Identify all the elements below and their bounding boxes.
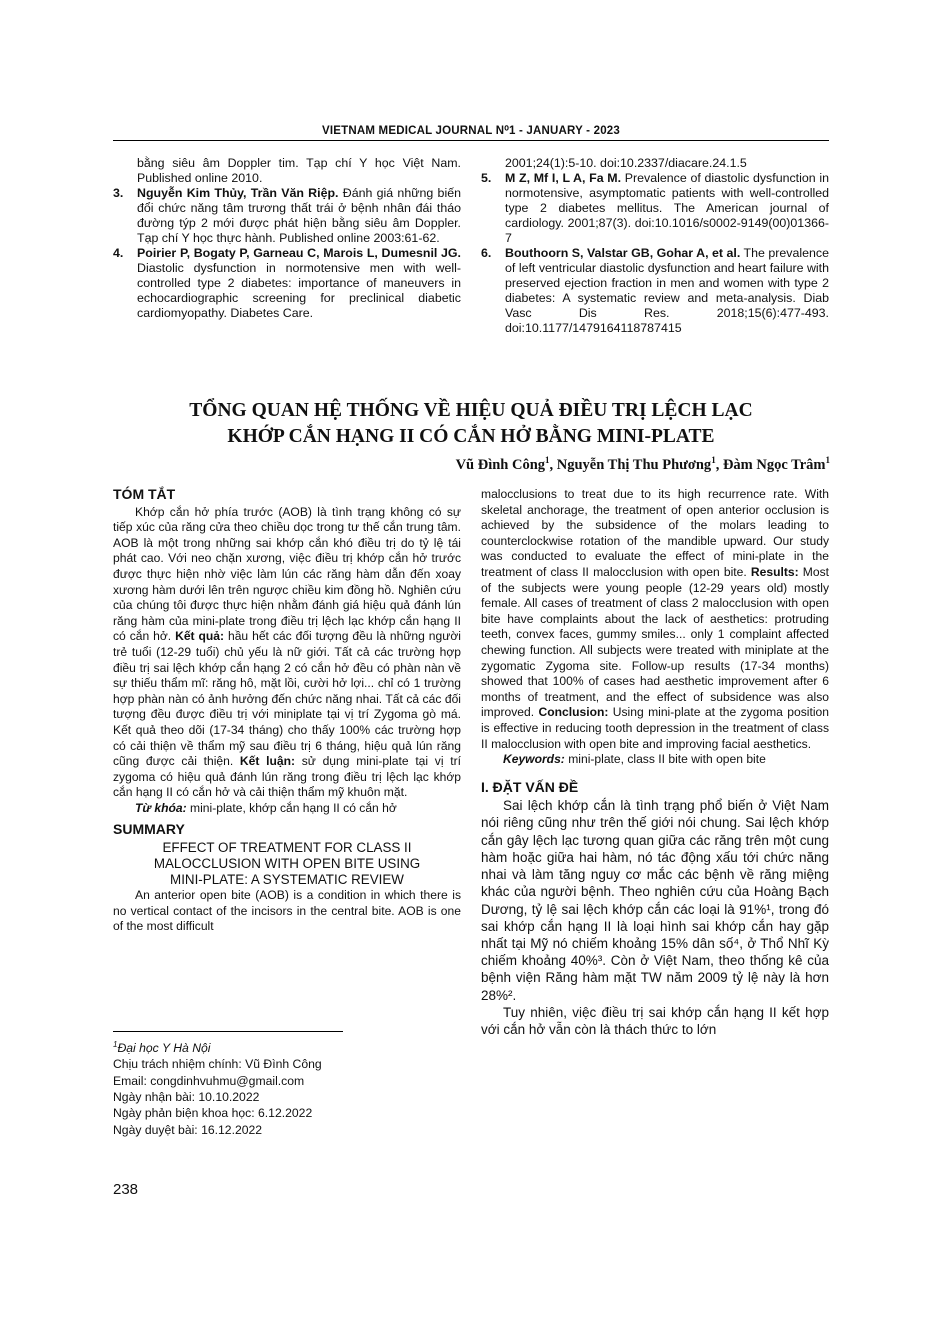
section-heading: I. ĐẶT VẤN ĐỀ: [481, 778, 579, 795]
reference-authors: Bouthoorn S, Valstar GB, Gohar A, et al.: [505, 246, 741, 260]
reference-item: [113, 186, 461, 246]
author-name: Nguyễn Thị Thu Phương: [556, 456, 712, 473]
received-date: Ngày nhận bài: 10.10.2022: [113, 1089, 260, 1104]
conclusion-text: sử dụng mini-plate tại vị trí zygoma có hiệu quả đánh lún răng trong điều trị lệch lạc khớp cắn hạng II có cắn hở và cải thiện thẩm mỹ khuôn mặt.: [113, 754, 461, 800]
intro-body: [481, 797, 829, 1038]
summary-paragraph: An anterior open bite (AOB) is a condition in which there is no vertical contact of the incisors in the central bite. AOB is one of the most difficult: [113, 888, 461, 934]
references-left: [113, 156, 461, 321]
article-title: [113, 398, 829, 450]
accepted-date: Ngày duyệt bài: 16.12.2022: [113, 1122, 263, 1137]
abstract-heading: TÓM TẮT: [113, 486, 176, 502]
keywords-line: [481, 752, 829, 768]
footnotes: [113, 1037, 463, 1138]
author-affiliation-mark: 1: [711, 455, 716, 465]
reference-number: 6.: [481, 246, 492, 260]
keywords-line: [113, 801, 461, 817]
summary-text: malocclusions to treat due to its high recurrence rate. With skeletal anchorage, the treatment of open anterior occlusion is achieved by the subsidence of the molars leading to counterclockwise rotation of the mandible upward. Our study was conducted to evaluate the effect of mini-plate in the treatment of class II malocclusion with open bite.: [481, 487, 829, 579]
abstract-left-column: [113, 487, 461, 935]
conclusion-label: Kết luận:: [239, 754, 296, 769]
reviewed-date: Ngày phản biện khoa học: 6.12.2022: [113, 1106, 313, 1121]
reference-continuation: 2001;24(1):5-10. doi:10.2337/diacare.24.1.5: [505, 156, 747, 170]
reference-text: Prevalence of diastolic dysfunction in normotensive, asymptomatic patients with well-controlled type 2 diabetes mellitus. The American journal of cardiology. 2001;87(3). doi:10.1016/s0002-9149(00)01366-7: [505, 171, 829, 245]
abstract-intro-text: Khớp cắn hở phía trước (AOB) là tình trạng không có sự tiếp xúc của răng cửa theo chiều dọc trong tư thế cắn trung tâm. AOB là một trong những sai khớp cắn khó điều trị do tỷ lệ tái phát cao. Với neo chặn xương, việc điều trị khớp cắn hở trước được thực hiện nhờ việc làm lún các răng hàm dẫn đến xoay xương hàm dưới lên trên ngược chiều kim đồng hồ. Nghiên cứu của chúng tôi được thực hiện nhằm đánh giá hiệu quả đánh lún răng hàm của mini-plate trong điều trị lệch lạc khớp cắn hạng II có cắn hở.: [113, 504, 461, 644]
keywords-text: mini-plate, khớp cắn hạng II có cắn hở: [190, 800, 397, 815]
reference-number: 4.: [113, 246, 124, 260]
results-label: Kết quả:: [175, 629, 225, 644]
keywords-label: Từ khóa:: [135, 800, 187, 815]
reference-authors: Poirier P, Bogaty P, Garneau C, Marois L, Dumesnil JG.: [137, 246, 461, 260]
summary-heading: SUMMARY: [113, 821, 185, 838]
results-text: hầu hết các đối tượng đều là những người trẻ tuổi (12-29 tuổi) chủ yếu là nữ giới. Tất cả các trường hợp điều trị sai lệch khớp cắn hạng 2 có cắn hở đều có phàn nàn về sự thiếu thẩm mĩ: răng hô, mặt lồi, cười hở lợi... chỉ có 1 trường hợp phàn nàn có ảnh hưởng đến chức năng nhai. Tất cả các đối tượng đều được điều trị với miniplate tại vị trí Zygoma gò má. Kết quả theo dõi (17-34 tháng) cho thấy 100% các trường hợp có cải thiện về thẩm mỹ sau điều trị 6 tháng, hiệu quả lún răng cũng được cải thiện.: [113, 629, 461, 769]
conclusion-text: Using mini-plate at the zygoma position is effective in reducing tooth depression in the treatment of class II malocclusion with open bite and improving facial aesthetics.: [481, 705, 829, 751]
references-right: [481, 156, 829, 336]
contact-email: Email: congdinhvuhmu@gmail.com: [113, 1073, 305, 1088]
results-text: Most of the subjects were young people (12-29 years old) mostly female. All cases of treatment of class 2 malocclusion with open bite have complaints about the lack of aesthetics: protruding teeth, convex faces, gummy smiles... only 1 complaint affected chewing function. All subjects were treated with miniplate at the zygomatic Zygoma site. Follow-up results (17-34 months) showed that 100% of cases had aesthetic improvement after 6 months of treatment, and the effect of subsidence was also improved.: [481, 564, 829, 720]
abstract-paragraph: [113, 505, 461, 801]
reference-text: Đánh giá những biến đổi chức năng tâm trương thất trái ở bệnh nhân đái tháo đường týp 2 mới được phát hiện bằng siêu âm Doppler. Tạp chí Y học thực hành. Published online 2003:61-62.: [137, 186, 461, 245]
summary-title: [113, 840, 461, 888]
author-affiliation-mark: 1: [545, 455, 550, 465]
author-name: Đàm Ngọc Trâm: [722, 456, 826, 473]
affiliation-text: Đại học Y Hà Nội: [117, 1041, 211, 1056]
footnote-rule: [113, 1031, 343, 1032]
reference-item: [481, 246, 829, 336]
author-list: Vũ Đình Công$^1$, Nguyễn Thị Thu Phương$^1$, Đàm Ngọc Trâm$^1$: [455, 455, 830, 473]
intro-paragraph: Sai lệch khớp cắn là tình trạng phổ biến ở Việt Nam nói riêng cũng như trên thế giới nói chung. Sai lệch khớp cắn gây lệch lạc tương quan giữa các răng trên một cung hàm hoặc giữa hai hàm, nó tác động xấu tới chức năng nhai và làm tăng nguy cơ mắc các bệnh về răng miệng khác của người bệnh. Theo nghiên cứu của Hoàng Bạch Dương, tỷ lệ sai lệch khớp cắn các loại là 91%¹, trong đó sai khớp cắn hạng II là loại hình sai khớp cắn hay gặp nhất tại Mỹ nó chiếm khoảng 15% dân số⁴, ở Thổ Nhĩ Kỳ chiếm khoảng 40%³. Còn ở Việt Nam, theo thống kê của bệnh viện Răng hàm mặt TW năm 2009 tỷ lệ này là hơn 28%².: [481, 798, 829, 1003]
abstract-right-column: [481, 487, 829, 1038]
reference-authors: Nguyễn Kim Thủy, Trần Văn Riệp.: [137, 186, 339, 200]
reference-item: [113, 246, 461, 321]
reference-continuation: bằng siêu âm Doppler tim. Tạp chí Y học Việt Nam. Published online 2010.: [137, 156, 461, 185]
summary-title-line: MALOCCLUSION WITH OPEN BITE USING: [153, 856, 421, 872]
author-affiliation-mark: 1: [825, 455, 830, 465]
affiliation-footnote: [113, 1037, 463, 1056]
reference-authors: M Z, Mf I, L A, Fa M.: [505, 171, 622, 185]
reference-item: [481, 171, 829, 246]
article-title-line: KHỚP CẮN HẠNG II CÓ CẮN HỞ BẰNG MINI-PLATE: [227, 426, 715, 447]
journal-header: VIETNAM MEDICAL JOURNAL N⁰1 - JANUARY - 2023: [322, 125, 620, 137]
intro-paragraph: Tuy nhiên, việc điều trị sai khớp cắn hạng II kết hợp với cắn hở vẫn còn là thách thức to lớn: [481, 1004, 829, 1037]
article-title-line: TỔNG QUAN HỆ THỐNG VỀ HIỆU QUẢ ĐIỀU TRỊ LỆCH LẠC: [189, 400, 753, 421]
reference-number: 3.: [113, 186, 124, 200]
affiliation-mark: 1: [113, 1040, 118, 1049]
summary-title-line: EFFECT OF TREATMENT FOR CLASS II: [162, 840, 412, 856]
corresponding-author: Chịu trách nhiệm chính: Vũ Đình Công: [113, 1057, 322, 1072]
page-number: 238: [113, 1181, 139, 1198]
keywords-label: Keywords:: [503, 752, 565, 767]
header-rule: [113, 140, 829, 141]
results-label: Results:: [750, 564, 799, 579]
author-name: Vũ Đình Công: [455, 456, 546, 473]
keywords-text: mini-plate, class II bite with open bite: [568, 752, 766, 767]
summary-title-line: MINI-PLATE: A SYSTEMATIC REVIEW: [170, 872, 404, 888]
reference-text: The prevalence of left ventricular diastolic dysfunction and heart failure with preserved ejection fraction in men and women with type 2 diabetes: A systematic review and meta-analysis. Diab Vasc Dis Res. 2018;15(6):477-493. doi:10.1177/1479164118787415: [505, 246, 829, 335]
reference-text: Diastolic dysfunction in normotensive men with well-controlled type 2 diabetes: importance of maneuvers in echocardiographic screening for preclinical diabetic cardiomyopathy. Diabetes Care.: [137, 261, 461, 320]
summary-paragraph-continued: [481, 487, 829, 752]
reference-number: 5.: [481, 171, 492, 185]
conclusion-label: Conclusion:: [538, 705, 609, 720]
